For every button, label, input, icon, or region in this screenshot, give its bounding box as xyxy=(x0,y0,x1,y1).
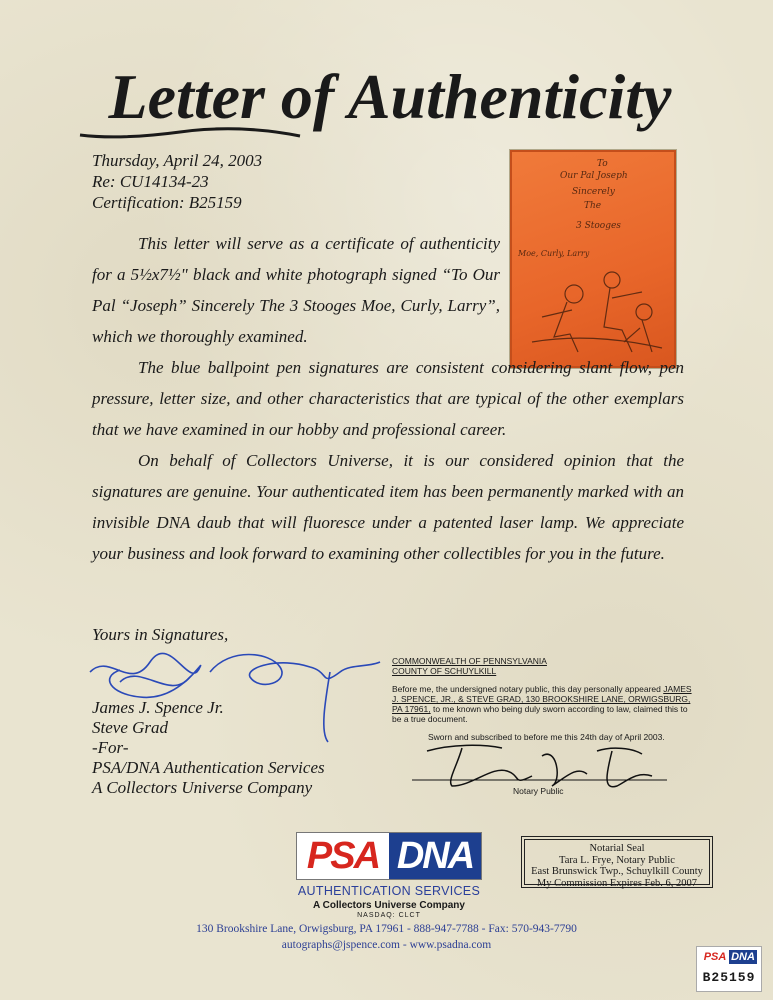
reference-number: Re: CU14134-23 xyxy=(92,172,209,191)
paragraph-opinion xyxy=(92,445,684,569)
inscription-line: Moe, Curly, Larry xyxy=(518,249,590,258)
notary-text-b: to me known who being duly sworn according to law, claimed this to be a true document. xyxy=(392,704,688,724)
psa-dna-logo xyxy=(296,832,482,919)
title-script xyxy=(60,40,720,150)
letter-date: Thursday, April 24, 2003 xyxy=(92,151,263,170)
letter-header xyxy=(92,150,262,213)
inscription-line: 3 Stooges xyxy=(576,221,621,231)
inscription-line: To xyxy=(597,159,608,169)
seal-expiry: My Commission Expires Feb. 6, 2007 xyxy=(536,877,698,889)
inscription-line: Sincerely xyxy=(572,187,615,197)
letter-title xyxy=(60,40,720,150)
logo-company: A Collectors Universe Company xyxy=(313,900,465,911)
signer-block xyxy=(92,698,325,798)
logo-mark xyxy=(296,832,482,880)
signer-name: James J. Spence Jr. xyxy=(92,698,224,717)
paragraph-text: The blue ballpoint pen signatures are consistent considering slant flow, pen pressure, letter size, and other characteristics that are typical of the other exemplars that we have examined in our hobby and professional career. xyxy=(92,358,684,439)
seal-location: East Brunswick Twp., Schuylkill County xyxy=(531,866,703,877)
paragraph-text: This letter will serve as a certificate of authenticity for a 5½x7½" black and white photograph signed “To Our Pal “Joseph” Sincerely The 3 Stooges Moe, Curly, Larry”, which we thoroughly examined. xyxy=(92,234,500,346)
logo-dna: DNA xyxy=(389,833,481,879)
title-text: Letter of Authenticity xyxy=(108,61,672,132)
notary-commonwealth: COMMONWEALTH OF PENNSYLVANIA xyxy=(392,656,547,666)
notary-county: COUNTY OF SCHUYLKILL xyxy=(392,666,497,676)
contact-address: 130 Brookshire Lane, Orwigsburg, PA 17961 - 888-947-7788 - Fax: 570-943-7790 xyxy=(196,923,577,935)
inscription-line: Our Pal Joseph xyxy=(560,171,628,181)
contact-info xyxy=(0,921,773,953)
letter-body xyxy=(92,228,684,569)
notary-text-a: Before me, the undersigned notary public, this day personally appeared xyxy=(392,684,664,694)
closing-line: Yours in Signatures, xyxy=(92,625,229,644)
badge-dna: DNA xyxy=(729,950,757,964)
certification-number: Certification: B25159 xyxy=(92,193,242,212)
badge-number: B25159 xyxy=(702,970,756,985)
badge-psa: PSA xyxy=(703,951,727,963)
logo-services: AUTHENTICATION SERVICES xyxy=(297,884,481,898)
paragraph-certificate xyxy=(92,228,500,352)
signer-company: A Collectors Universe Company xyxy=(92,778,313,797)
notary-sworn: Sworn and subscribed to before me this 24th day of April 2003. xyxy=(428,732,665,742)
notarial-seal xyxy=(521,836,713,888)
logo-psa: PSA xyxy=(306,834,380,877)
notary-names: JAMES J. SPENCE, JR., & STEVE GRAD, 130 BROOKSHIRE LANE, ORWIGSBURG, PA 17961, xyxy=(392,684,692,714)
seal-notary: Tara L. Frye, Notary Public xyxy=(559,854,675,866)
seal-title: Notarial Seal xyxy=(589,843,645,854)
paragraph-consistency xyxy=(92,352,684,445)
certification-badge xyxy=(696,946,762,992)
badge-logo xyxy=(701,950,757,964)
contact-web: autographs@jspence.com - www.psadna.com xyxy=(281,939,492,951)
signer-for: -For- xyxy=(92,738,129,757)
notary-public-label: Notary Public xyxy=(513,786,564,796)
signer-org: PSA/DNA Authentication Services xyxy=(92,758,325,777)
inscription-line: The xyxy=(584,201,602,211)
notary-text xyxy=(392,684,692,724)
paragraph-text: On behalf of Collectors Universe, it is our considered opinion that the signatures are genuine. Your authenticated item has been permanently marked with an invisible DNA daub that will fluoresce under a patented laser lamp. We appreciate your business and look forward to examining other collectibles for you in the future. xyxy=(92,451,684,563)
logo-nasdaq: NASDAQ: CLCT xyxy=(357,912,421,919)
notary-statement xyxy=(392,656,692,742)
signer-name: Steve Grad xyxy=(92,718,169,737)
